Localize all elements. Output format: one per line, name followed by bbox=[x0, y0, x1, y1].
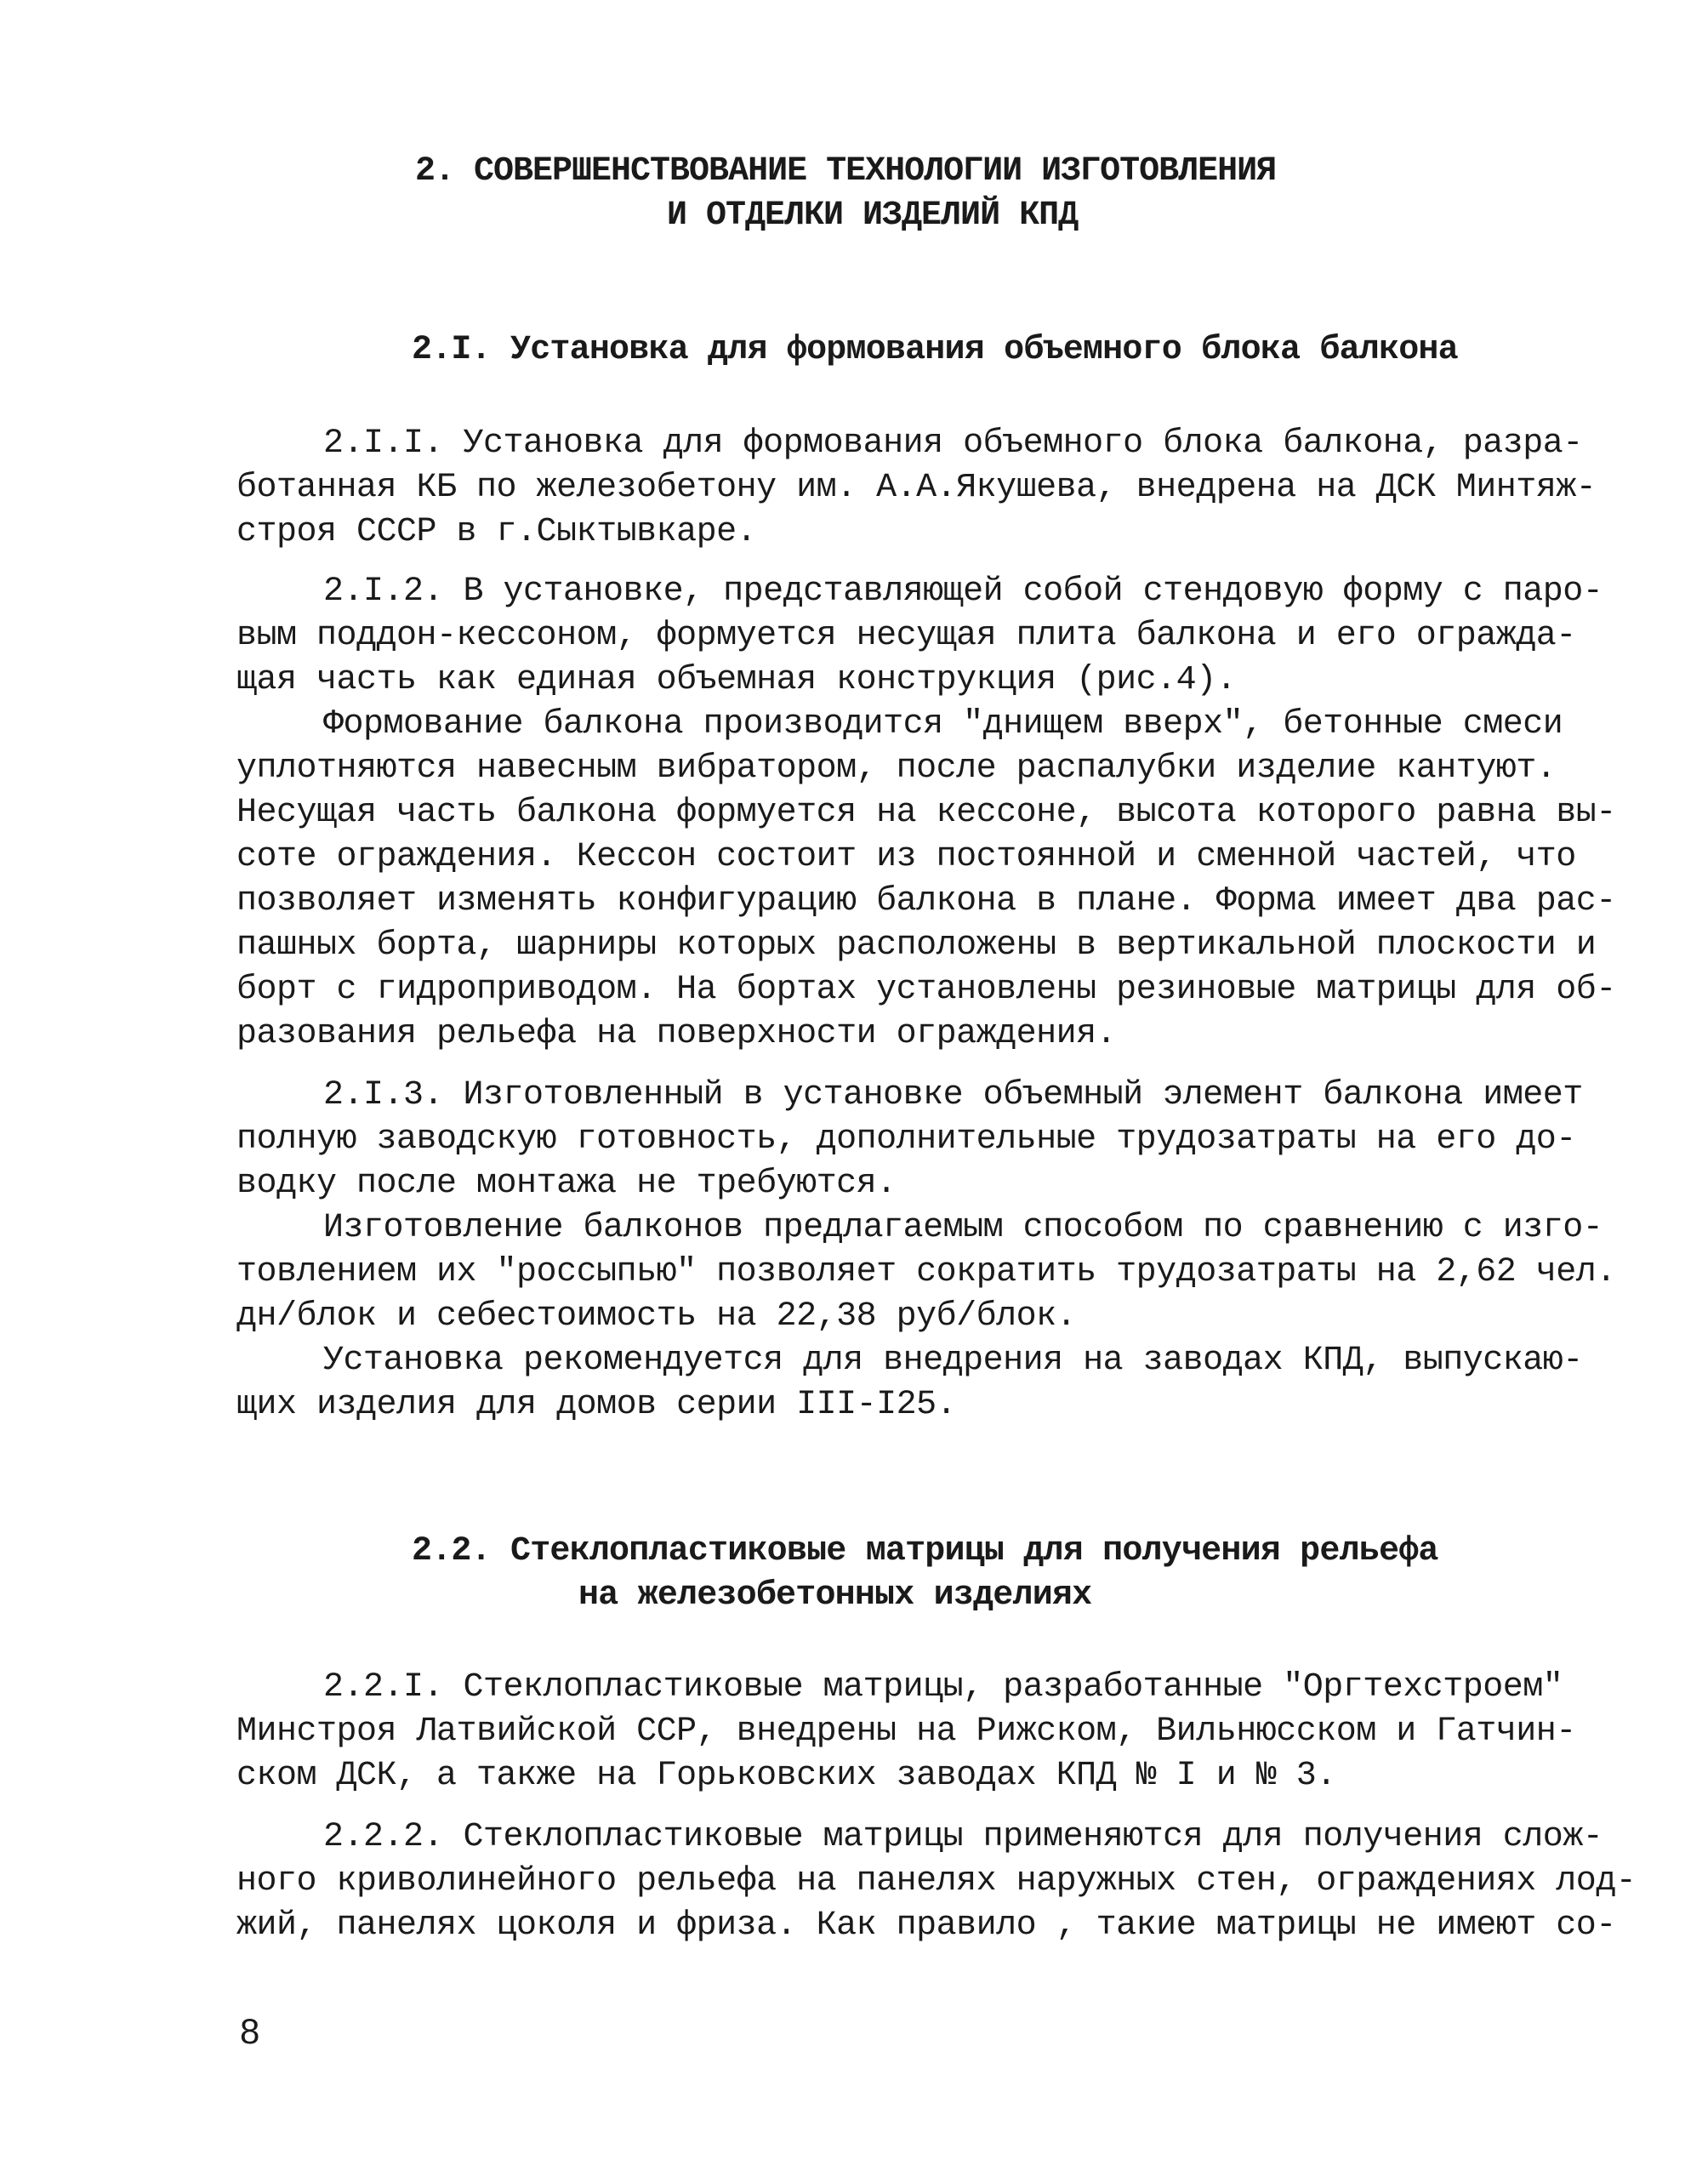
paragraph-line: строя СССР в г.Сыктывкаре. bbox=[236, 513, 757, 551]
section-heading-2-1: 2.I. Установка для формования объемного блока балкона bbox=[412, 331, 1458, 369]
section-heading-2-2-line-1: 2.2. Стеклопластиковые матрицы для получения рельефа bbox=[412, 1532, 1438, 1570]
paragraph-line: Формование балкона производится "днищем вверх", бетонные смеси bbox=[323, 705, 1563, 744]
paragraph-line: жий, панелях цоколя и фриза. Как правило , такие матрицы не имеют со- bbox=[236, 1906, 1616, 1945]
paragraph-line: 2.I.3. Изготовленный в установке объемный элемент балкона имеет bbox=[323, 1076, 1583, 1114]
paragraph-line: 2.2.2. Стеклопластиковые матрицы применяются для получения слож- bbox=[323, 1818, 1603, 1856]
paragraph-line: 2.I.I. Установка для формования объемного блока балкона, разра- bbox=[323, 425, 1583, 463]
paragraph-line: соте ограждения. Кессон состоит из постоянной и сменной частей, что bbox=[236, 838, 1576, 876]
paragraph-line: щих изделия для домов серии III-I25. bbox=[236, 1386, 957, 1424]
paragraph-line: 2.2.I. Стеклопластиковые матрицы, разработанные "Оргтехстроем" bbox=[323, 1668, 1563, 1707]
paragraph-line: щая часть как единая объемная конструкция (рис.4). bbox=[236, 661, 1237, 699]
section-heading-2-2-line-2: на железобетонных изделиях bbox=[578, 1576, 1092, 1615]
paragraph-line: Несущая часть балкона формуется на кессоне, высота которого равна вы- bbox=[236, 794, 1616, 832]
paragraph-line: полную заводскую готовность, дополнительные трудозатраты на его до- bbox=[236, 1120, 1576, 1159]
paragraph-line: ного криволинейного рельефа на панелях наружных стен, ограждениях лод- bbox=[236, 1862, 1637, 1901]
paragraph-line: водку после монтажа не требуются. bbox=[236, 1165, 897, 1203]
paragraph-line: вым поддон-кессоном, формуется несущая плита балкона и его огражда- bbox=[236, 617, 1576, 655]
paragraph-line: ском ДСК, а также на Горьковских заводах КПД № I и № 3. bbox=[236, 1757, 1336, 1795]
page-number: 8 bbox=[240, 2011, 260, 2051]
paragraph-line: уплотняются навесным вибратором, после распалубки изделие кантуют. bbox=[236, 749, 1557, 788]
paragraph-line: дн/блок и себестоимость на 22,38 руб/блок. bbox=[236, 1297, 1077, 1336]
paragraph-line: борт с гидроприводом. На бортах установлены резиновые матрицы для об- bbox=[236, 971, 1616, 1009]
paragraph-line: Минстроя Латвийской ССР, внедрены на Рижском, Вильнюсском и Гатчин- bbox=[236, 1713, 1576, 1751]
paragraph-line: Установка рекомендуется для внедрения на заводах КПД, выпускаю- bbox=[323, 1342, 1583, 1380]
paragraph-line: позволяет изменять конфигурацию балкона в плане. Форма имеет два рас- bbox=[236, 882, 1616, 920]
chapter-title-line-1: 2. СОВЕРШЕНСТВОВАНИЕ ТЕХНОЛОГИИ ИЗГОТОВЛЕНИЯ bbox=[415, 152, 1277, 191]
paragraph-line: 2.I.2. В установке, представляющей собой стендовую форму с паро- bbox=[323, 573, 1603, 611]
paragraph-line: разования рельефа на поверхности ограждения. bbox=[236, 1015, 1117, 1053]
chapter-title-line-2: И ОТДЕЛКИ ИЗДЕЛИЙ КПД bbox=[667, 197, 1079, 235]
paragraph-line: товлением их "россыпью" позволяет сократить трудозатраты на 2,62 чел. bbox=[236, 1253, 1616, 1291]
paragraph-line: Изготовление балконов предлагаемым способом по сравнению с изго- bbox=[323, 1209, 1603, 1247]
paragraph-line: ботанная КБ по железобетону им. А.А.Якушева, внедрена на ДСК Минтяж- bbox=[236, 469, 1597, 507]
paragraph-line: пашных борта, шарниры которых расположены в вертикальной плоскости и bbox=[236, 926, 1597, 965]
